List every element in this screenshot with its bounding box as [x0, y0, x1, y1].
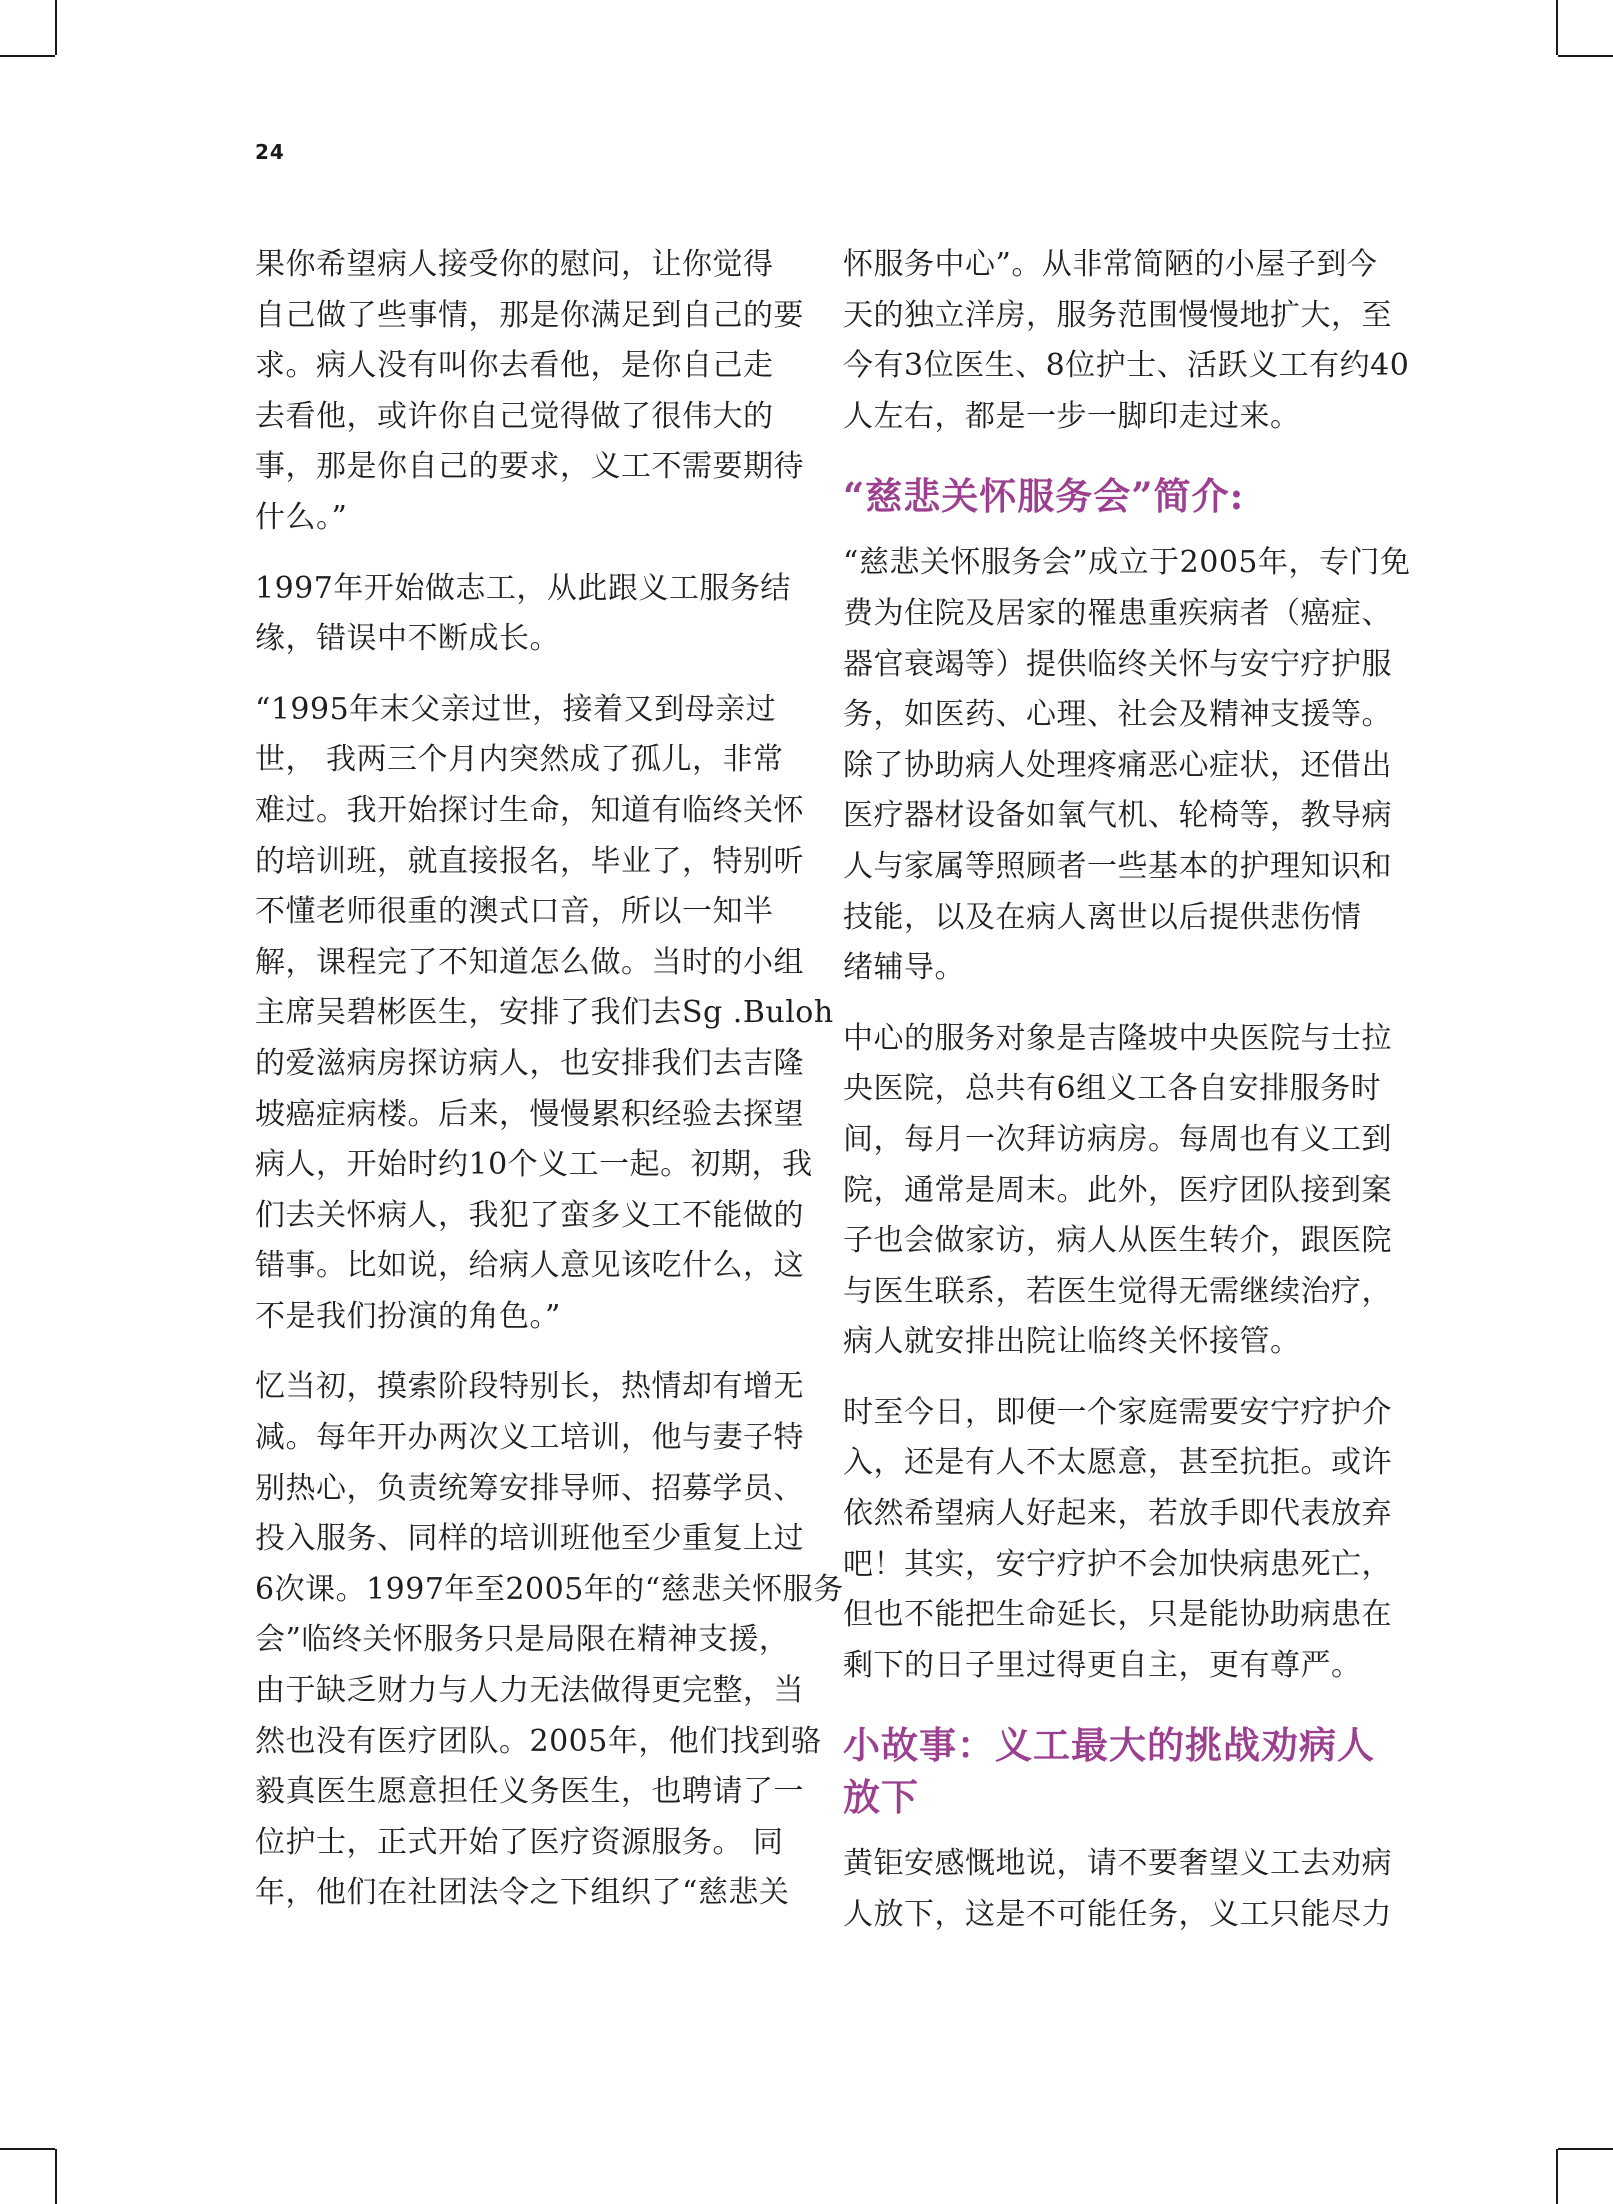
text-line: 世， 我两三个月内突然成了孤儿，非常 — [255, 742, 784, 778]
text-line: 今有3位医生、8位护士、活跃义工有约40 — [843, 348, 1410, 384]
text-line: 院，通常是周末。此外，医疗团队接到案 — [843, 1172, 1392, 1208]
right-section1-paragraph-3 — [843, 1388, 1392, 1692]
left-paragraph-2 — [255, 564, 791, 665]
left-paragraph-4 — [255, 1362, 844, 1919]
text-line: 医疗器材设备如氧气机、轮椅等，教导病 — [843, 798, 1392, 834]
text-line: 入，还是有人不太愿意，甚至抗拒。或许 — [843, 1445, 1392, 1481]
text-line: 怀服务中心”。从非常简陋的小屋子到今 — [843, 247, 1378, 282]
text-line: 年，他们在社团法令之下组织了“慈悲关 — [255, 1875, 790, 1911]
text-line: 6次课。1997年至2005年的“慈悲关怀服务 — [255, 1571, 844, 1607]
text-line: 绪辅导。 — [843, 950, 965, 986]
text-line: 人与家属等照顾者一些基本的护理知识和 — [843, 848, 1392, 884]
text-line: 间，每月一次拜访病房。每周也有义工到 — [843, 1121, 1392, 1157]
text-line: 除了协助病人处理疼痛恶心症状，还借出 — [843, 747, 1392, 783]
left-paragraph-3 — [255, 685, 834, 1343]
text-line: 中心的服务对象是吉隆坡中央医院与士拉 — [843, 1020, 1392, 1056]
text-line: “慈悲关怀服务会”成立于2005年，专门免 — [843, 545, 1411, 581]
text-line: 央医院，总共有6组义工各自安排服务时 — [843, 1071, 1382, 1107]
text-line: 解，课程完了不知道怎么做。当时的小组 — [255, 944, 804, 980]
text-line: 与医生联系，若医生觉得无需继续治疗， — [843, 1273, 1392, 1309]
text-line: 剩下的日子里过得更自主，更有尊严。 — [843, 1647, 1362, 1683]
text-line: 的培训班，就直接报名，毕业了，特别听 — [255, 843, 804, 879]
text-line: 依然希望病人好起来，若放手即代表放弃 — [843, 1496, 1392, 1532]
crop-mark-top-left-horizontal — [0, 55, 55, 57]
heading-line: 小故事：义工最大的挑战劝病人 — [843, 1723, 1375, 1768]
text-line: 器官衰竭等）提供临终关怀与安宁疗护服 — [843, 646, 1392, 682]
text-line: 费为住院及居家的罹患重疾病者（癌症、 — [843, 595, 1392, 631]
crop-mark-top-left-vertical — [55, 0, 57, 55]
section-heading-intro: “慈悲关怀服务会”简介: — [843, 474, 1245, 519]
text-line: 去看他，或许你自己觉得做了很伟大的 — [255, 398, 774, 434]
text-line: 不是我们扮演的角色。” — [255, 1298, 561, 1334]
right-section2-paragraph — [843, 1839, 1392, 1940]
text-line: 由于缺乏财力与人力无法做得更完整，当 — [255, 1673, 804, 1709]
right-column — [843, 240, 1411, 1961]
text-line: 人放下，这是不可能任务，义工只能尽力 — [843, 1897, 1392, 1933]
text-line: 时至今日，即便一个家庭需要安宁疗护介 — [843, 1394, 1392, 1430]
text-line: “1995年末父亲过世，接着又到母亲过 — [255, 691, 777, 727]
text-line: 技能，以及在病人离世以后提供悲伤情 — [843, 899, 1362, 935]
right-section1-paragraph-1 — [843, 538, 1411, 993]
text-line: 难过。我开始探讨生命，知道有临终关怀 — [255, 792, 804, 828]
text-line: 人左右，都是一步一脚印走过来。 — [843, 398, 1301, 434]
text-line: 的爱滋病房探访病人，也安排我们去吉隆 — [255, 1045, 804, 1081]
text-line: 务，如医药、心理、社会及精神支援等。 — [843, 697, 1392, 733]
crop-mark-bottom-left-vertical — [55, 2149, 57, 2204]
text-line: 自己做了些事情，那是你满足到自己的要 — [255, 297, 804, 333]
text-line: 果你希望病人接受你的慰问，让你觉得 — [255, 247, 774, 282]
text-line: 什么。” — [255, 499, 348, 535]
text-line: 然也没有医疗团队。2005年，他们找到骆 — [255, 1723, 822, 1759]
right-section1-paragraph-2 — [843, 1014, 1392, 1368]
text-line: 天的独立洋房，服务范围慢慢地扩大，至 — [843, 297, 1392, 333]
left-column — [255, 240, 844, 1939]
text-line: 错事。比如说，给病人意见该吃什么，这 — [255, 1248, 804, 1284]
right-intro-paragraph — [843, 240, 1410, 442]
text-line: 减。每年开办两次义工培训，他与妻子特 — [255, 1420, 804, 1456]
text-line: 们去关怀病人，我犯了蛮多义工不能做的 — [255, 1197, 804, 1233]
text-line: 毅真医生愿意担任义务医生，也聘请了一 — [255, 1774, 804, 1810]
text-line: 吧！其实，安宁疗护不会加快病患死亡， — [843, 1546, 1392, 1582]
left-paragraph-1 — [255, 240, 804, 544]
text-line: 主席吴碧彬医生，安排了我们去Sg .Buloh — [255, 995, 834, 1031]
heading-line: 放下 — [843, 1775, 919, 1820]
crop-mark-bottom-right-vertical — [1556, 2149, 1558, 2204]
text-line: 子也会做家访，病人从医生转介，跟医院 — [843, 1223, 1392, 1259]
text-line: 黄钜安感慨地说，请不要奢望义工去劝病 — [843, 1846, 1392, 1882]
text-line: 别热心，负责统筹安排导师、招募学员、 — [255, 1470, 804, 1506]
text-line: 会”临终关怀服务只是局限在精神支援， — [255, 1622, 790, 1658]
text-line: 病人就安排出院让临终关怀接管。 — [843, 1324, 1301, 1360]
text-line: 坡癌症病楼。后来，慢慢累积经验去探望 — [255, 1096, 804, 1132]
page-number: 24 — [255, 140, 285, 164]
text-line: 不懂老师很重的澳式口音，所以一知半 — [255, 894, 774, 930]
crop-mark-top-right-vertical — [1556, 0, 1558, 55]
text-line: 1997年开始做志工，从此跟义工服务结 — [255, 570, 791, 606]
text-line: 但也不能把生命延长，只是能协助病患在 — [843, 1597, 1392, 1633]
text-line: 求。病人没有叫你去看他，是你自己走 — [255, 348, 774, 384]
text-line: 忆当初，摸索阶段特别长，热情却有增无 — [255, 1369, 804, 1405]
text-line: 病人，开始时约10个义工一起。初期，我 — [255, 1147, 813, 1183]
text-line: 位护士，正式开始了医疗资源服务。 同 — [255, 1824, 784, 1860]
text-line: 缘，错误中不断成长。 — [255, 621, 560, 657]
text-line: 事，那是你自己的要求，义工不需要期待 — [255, 449, 804, 485]
text-line: 投入服务、同样的培训班他至少重复上过 — [255, 1521, 804, 1557]
crop-mark-bottom-left-horizontal — [0, 2148, 55, 2150]
crop-mark-top-right-horizontal — [1558, 55, 1613, 57]
section-heading-story — [843, 1719, 1375, 1823]
crop-mark-bottom-right-horizontal — [1558, 2148, 1613, 2150]
